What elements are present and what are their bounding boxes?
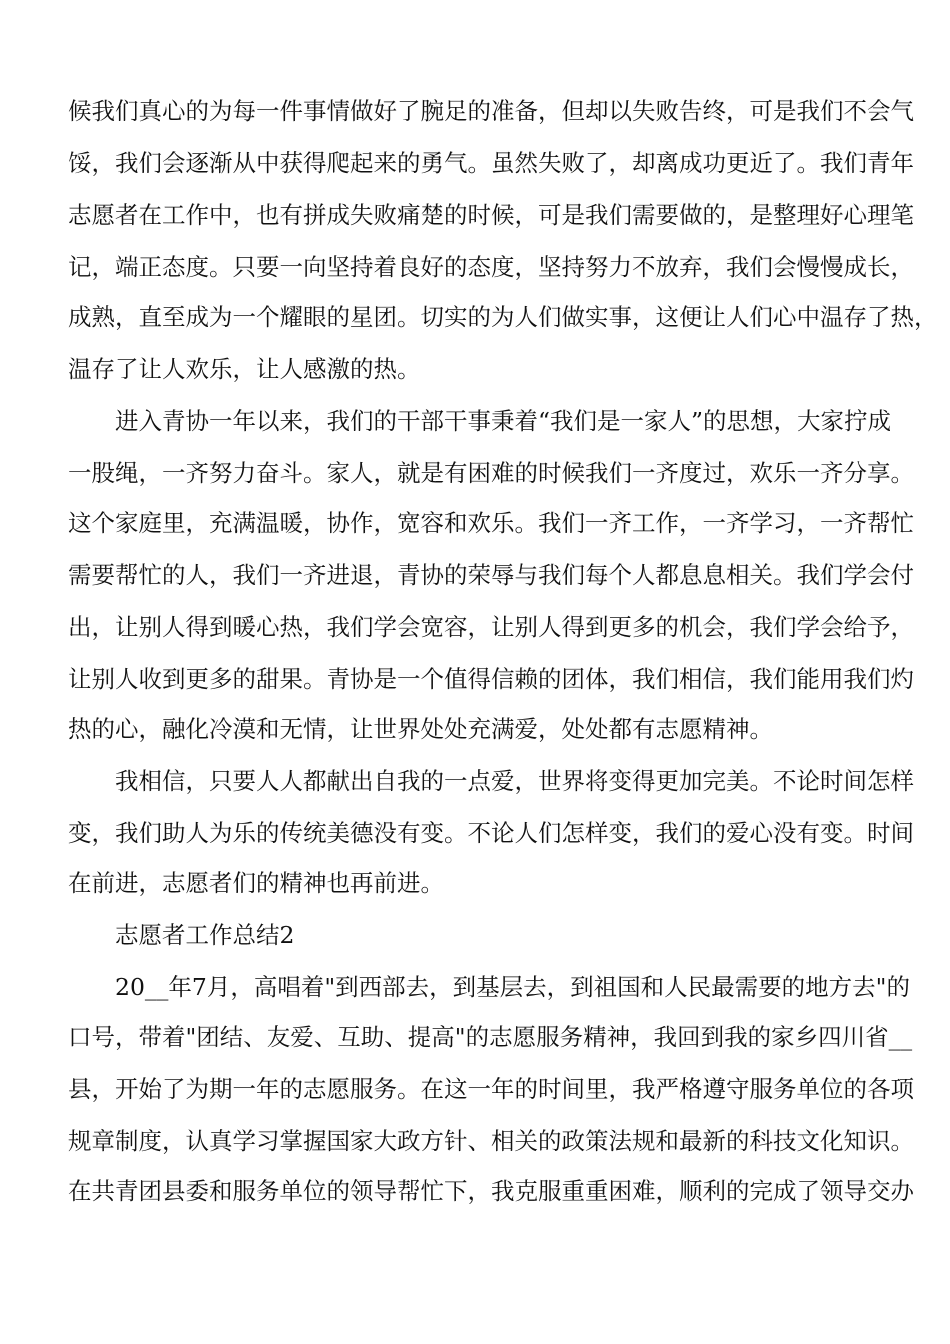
- text-line: 馁，我们会逐渐从中获得爬起来的勇气。虽然失败了，却离成功更近了。我们青年: [68, 149, 914, 177]
- text-line: 温存了让人欢乐，让人感激的热。: [68, 355, 421, 383]
- section-heading: 志愿者工作总结2: [115, 921, 295, 949]
- text-line: 记，端正态度。只要一向坚持着良好的态度，坚持努力不放弃，我们会慢慢成长，: [68, 253, 914, 281]
- text-line: 让别人收到更多的甜果。青协是一个值得信赖的团体，我们相信，我们能用我们灼: [68, 665, 914, 693]
- text-line: 进入青协一年以来，我们的干部干事秉着“我们是一家人”的思想，大家拧成: [115, 407, 892, 435]
- text-line: 规章制度，认真学习掌握国家大政方针、相关的政策法规和最新的科技文化知识。: [68, 1127, 914, 1155]
- text-line: 一股绳，一齐努力奋斗。家人，就是有困难的时候我们一齐度过，欢乐一齐分享。: [68, 459, 914, 487]
- text-line: 县，开始了为期一年的志愿服务。在这一年的时间里，我严格遵守服务单位的各项: [68, 1075, 914, 1103]
- text-line: 20__年7月，高唱着"到西部去，到基层去，到祖国和人民最需要的地方去"的: [115, 973, 910, 1001]
- text-line: 变，我们助人为乐的传统美德没有变。不论人们怎样变，我们的爱心没有变。时间: [68, 819, 914, 847]
- text-line: 候我们真心的为每一件事情做好了腕足的准备，但却以失败告终，可是我们不会气: [68, 97, 914, 125]
- text-line: 这个家庭里，充满温暖，协作，宽容和欢乐。我们一齐工作，一齐学习，一齐帮忙: [68, 509, 914, 537]
- text-line: 出，让别人得到暖心热，我们学会宽容，让别人得到更多的机会，我们学会给予，: [68, 613, 914, 641]
- text-line: 成熟，直至成为一个耀眼的星团。切实的为人们做实事，这便让人们心中温存了热，: [68, 303, 938, 331]
- text-line: 志愿者在工作中，也有拼成失败痛楚的时候，可是我们需要做的，是整理好心理笔: [68, 201, 914, 229]
- text-line: 在共青团县委和服务单位的领导帮忙下，我克服重重困难，顺利的完成了领导交办: [68, 1177, 914, 1205]
- text-line: 热的心，融化冷漠和无情，让世界处处充满爱，处处都有志愿精神。: [68, 715, 773, 743]
- text-line: 我相信，只要人人都献出自我的一点爱，世界将变得更加完美。不论时间怎样: [115, 767, 914, 795]
- text-line: 口号，带着"团结、友爱、互助、提高"的志愿服务精神，我回到我的家乡四川省__: [68, 1023, 913, 1051]
- text-line: 在前进，志愿者们的精神也再前进。: [68, 869, 444, 897]
- text-line: 需要帮忙的人，我们一齐进退，青协的荣辱与我们每个人都息息相关。我们学会付: [68, 561, 914, 589]
